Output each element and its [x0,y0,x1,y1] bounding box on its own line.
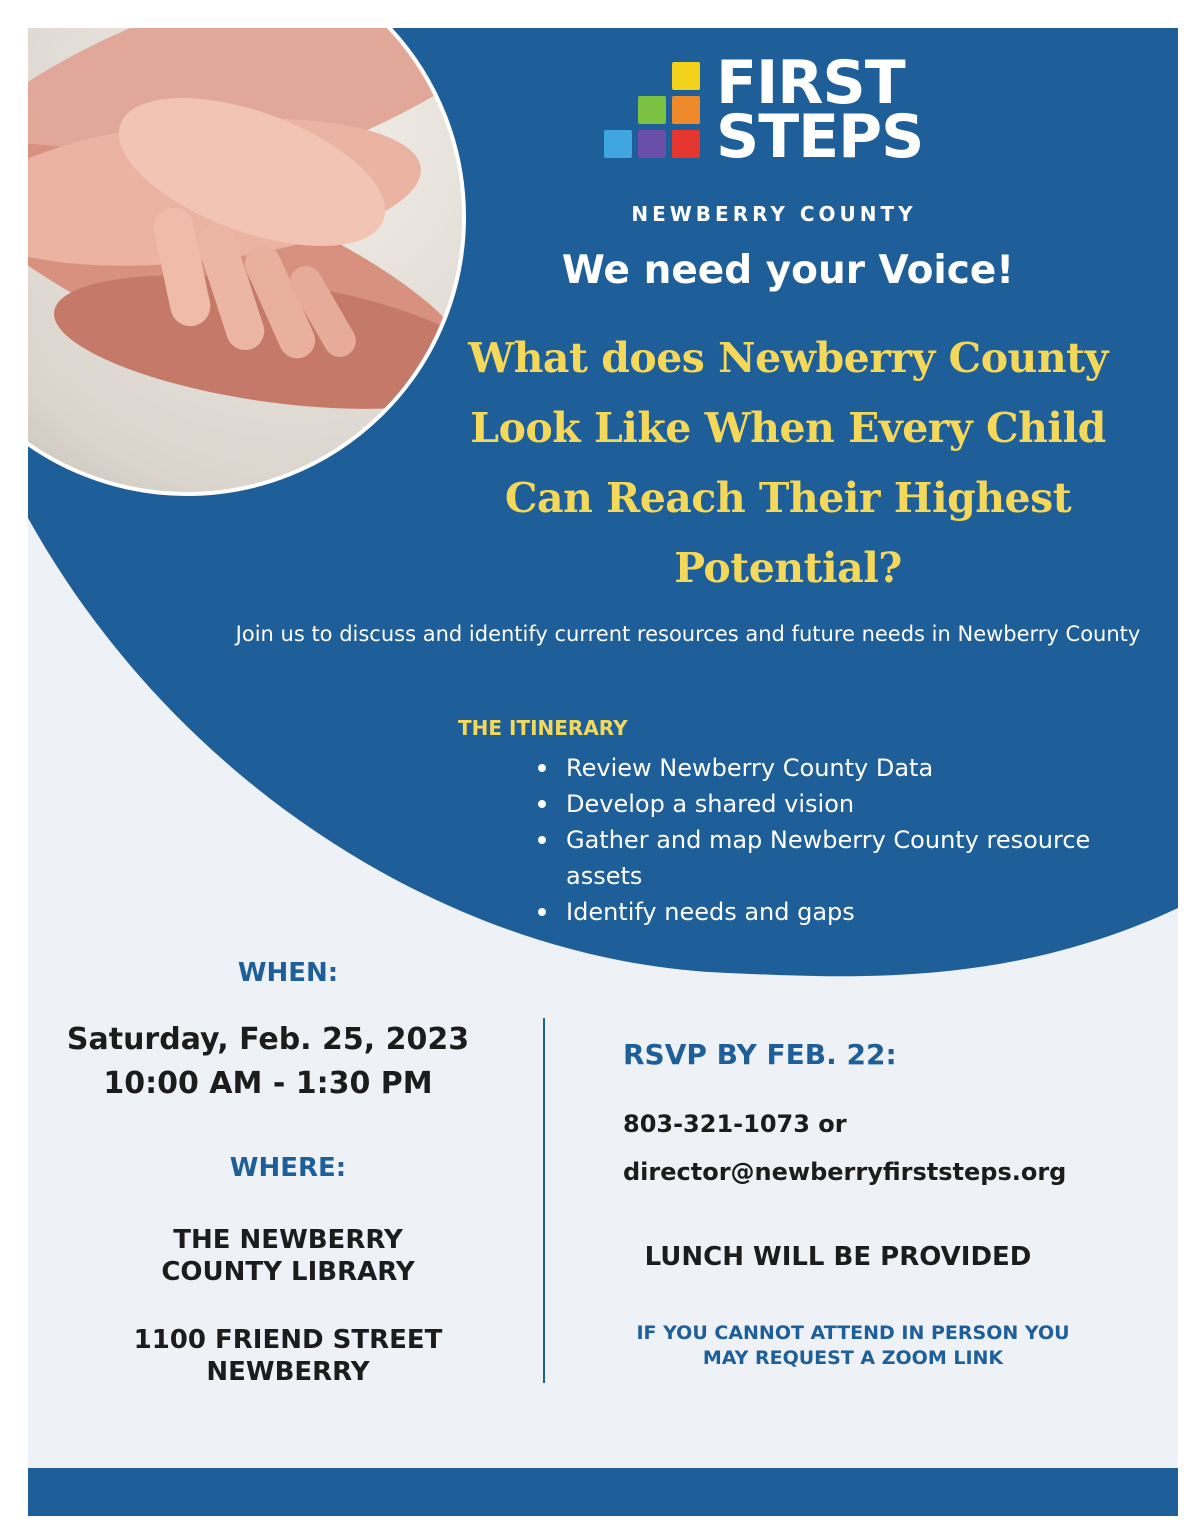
venue-name [58,1224,518,1288]
event-date: Saturday, Feb. 25, 2023 [66,1022,470,1057]
logo-wordmark [716,48,924,172]
itinerary-item: Gather and map Newberry County resource assets [538,822,1098,894]
itinerary-list [538,750,1098,930]
logo-blocks-icon [594,62,704,172]
rsvp-phone: 803-321-1073 or [623,1110,847,1138]
itinerary-heading: THE ITINERARY [458,716,628,740]
headline: We need your Voice! [561,248,1015,293]
lunch-notice: LUNCH WILL BE PROVIDED [644,1242,1032,1272]
flyer [28,28,1178,1516]
venue-line: COUNTY LIBRARY [161,1257,415,1287]
where-label: WHERE: [229,1153,347,1183]
itinerary-item: Develop a shared vision [538,786,1098,822]
address-line: 1100 FRIEND STREET [133,1325,443,1355]
event-time: 10:00 AM - 1:30 PM [103,1066,433,1101]
rsvp-email: director@newberryfirststeps.org [623,1158,1067,1186]
rsvp-label: RSVP BY FEB. 22: [623,1038,897,1071]
main-question: What does Newberry County Look Like When Every Child Can Reach Their Highest Potential? [468,334,1108,592]
itinerary-item: Review Newberry County Data [538,750,1098,786]
column-divider [543,1018,545,1383]
when-label: WHEN: [237,958,339,988]
logo-line-steps: STEPS [716,102,924,172]
itinerary-item: Identify needs and gaps [538,894,1098,930]
intro-text: Join us to discuss and identify current resources and future needs in Newberry County [235,622,1141,646]
venue-address [58,1324,518,1388]
first-steps-logo [594,48,954,242]
logo-subtitle: NEWBERRY COUNTY [631,202,917,226]
address-line: NEWBERRY [206,1357,370,1387]
venue-line: THE NEWBERRY [173,1225,403,1255]
logo-line-first: FIRST [716,48,905,118]
zoom-notice: IF YOU CANNOT ATTEND IN PERSON YOU MAY REQUEST A ZOOM LINK [636,1322,1070,1369]
when-details [28,1018,508,1106]
bottom-bar [28,1468,1178,1516]
